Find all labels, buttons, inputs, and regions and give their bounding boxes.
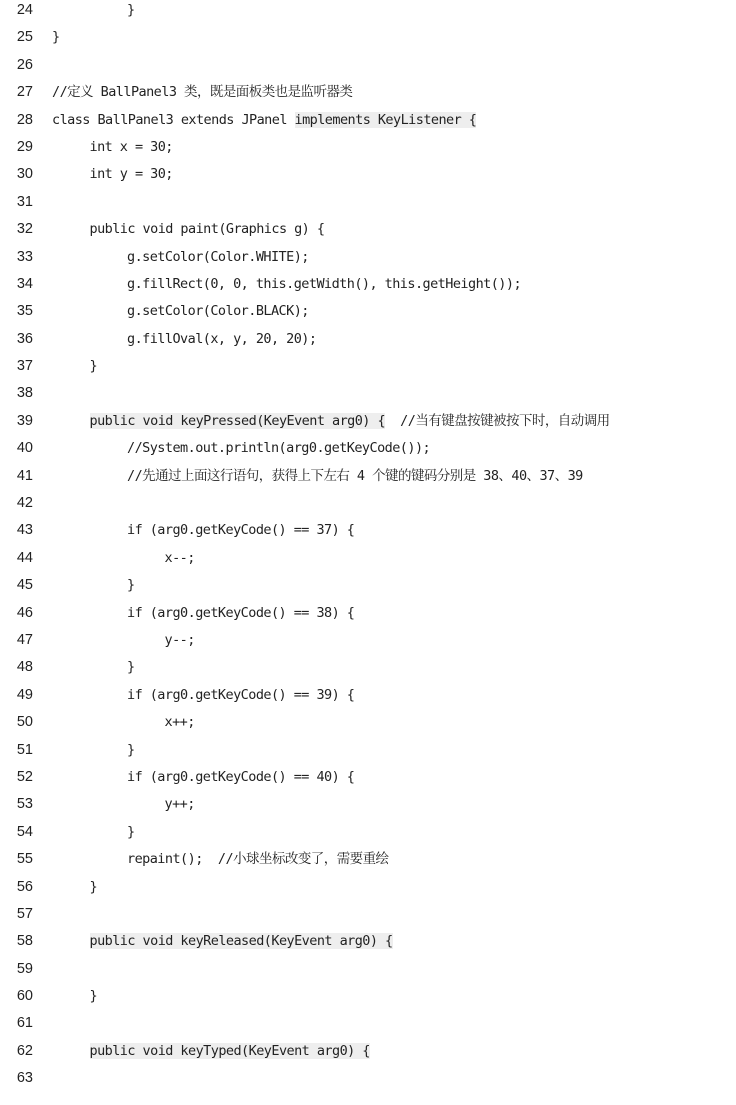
code-text [127, 682, 354, 709]
code-text [127, 517, 354, 544]
code-line [0, 107, 736, 134]
code-text [127, 654, 135, 681]
code-segment: x++; [164, 714, 195, 731]
line-number: 24 [16, 2, 33, 18]
code-segment: if (arg0.getKeyCode() == 38) { [127, 604, 355, 621]
code-text [90, 874, 98, 901]
line-number: 30 [16, 166, 33, 183]
line-number: 25 [16, 29, 33, 46]
code-text [165, 709, 195, 736]
code-text [127, 846, 389, 873]
code-text [90, 408, 610, 435]
code-segment: int y = 30; [89, 166, 173, 183]
code-text [127, 271, 521, 298]
code-line [0, 791, 736, 818]
code-text [165, 627, 195, 654]
code-line [0, 517, 736, 544]
line-number: 29 [16, 138, 33, 155]
code-text [127, 298, 309, 325]
code-line [0, 0, 736, 24]
code-line [0, 627, 736, 654]
code-line [0, 298, 736, 325]
line-number: 44 [16, 549, 33, 566]
code-segment: y--; [164, 631, 195, 648]
line-number: 38 [16, 385, 33, 402]
code-line [0, 326, 736, 353]
code-line [0, 1038, 736, 1065]
code-segment: //System.out.println(arg0.getKeyCode()); [127, 440, 431, 457]
line-number: 33 [16, 248, 33, 265]
code-segment: if (arg0.getKeyCode() == 40) { [127, 768, 355, 785]
code-text [90, 983, 98, 1010]
line-number: 31 [16, 193, 33, 210]
code-text [90, 353, 98, 380]
code-segment: public void paint(Graphics g) { [89, 221, 325, 238]
code-line [0, 928, 736, 955]
code-segment: g.setColor(Color.BLACK); [127, 303, 309, 320]
code-line [0, 600, 736, 627]
line-number: 27 [16, 84, 33, 101]
code-line [0, 545, 736, 572]
code-line [0, 408, 736, 435]
code-line [0, 1010, 736, 1037]
code-segment: //定义 BallPanel3 类，既是面板类也是监听器类 [52, 84, 353, 101]
code-text [127, 737, 135, 764]
code-line [0, 764, 736, 791]
line-number: 57 [16, 905, 33, 922]
code-line [0, 463, 736, 490]
code-segment: y++; [164, 796, 195, 813]
code-line [0, 709, 736, 736]
code-text [52, 24, 60, 51]
code-segment: //先通过上面这行语句，获得上下左右 4 个键的键码分别是 38、40、37、39 [127, 467, 583, 484]
code-line [0, 983, 736, 1010]
line-number: 55 [16, 851, 33, 868]
code-line [0, 682, 736, 709]
code-text [127, 764, 354, 791]
code-text [90, 1038, 370, 1065]
code-segment: g.setColor(Color.WHITE); [127, 248, 309, 265]
code-line [0, 572, 736, 599]
line-number: 46 [16, 604, 33, 621]
code-line [0, 654, 736, 681]
code-line [0, 189, 736, 216]
line-number: 28 [16, 111, 33, 128]
line-number: 51 [16, 741, 33, 758]
code-text [127, 326, 316, 353]
highlighted-code-segment: implements KeyListener { [294, 111, 477, 128]
code-segment: int x = 30; [89, 138, 173, 155]
line-number: 35 [16, 303, 33, 320]
code-text [127, 463, 583, 490]
line-number: 45 [16, 577, 33, 594]
code-text [127, 435, 430, 462]
code-text [90, 134, 173, 161]
code-line [0, 1065, 736, 1092]
line-number: 53 [16, 796, 33, 813]
line-number: 49 [16, 686, 33, 703]
code-line [0, 52, 736, 79]
highlighted-code-segment: public void keyTyped(KeyEvent arg0) { [89, 1042, 370, 1059]
code-text [127, 0, 135, 24]
code-segment: } [89, 988, 98, 1005]
line-number: 34 [16, 275, 33, 292]
code-line [0, 435, 736, 462]
highlighted-code-segment: public void keyReleased(KeyEvent arg0) { [89, 933, 393, 950]
code-line [0, 846, 736, 873]
line-number: 60 [16, 988, 33, 1005]
code-segment: } [127, 2, 135, 18]
code-segment: //当有键盘按键被按下时，自动调用 [385, 412, 610, 429]
code-line [0, 490, 736, 517]
line-number: 47 [16, 631, 33, 648]
code-line [0, 874, 736, 901]
code-line [0, 161, 736, 188]
code-line [0, 216, 736, 243]
code-text [90, 216, 325, 243]
line-number: 54 [16, 823, 33, 840]
code-text [127, 572, 135, 599]
code-text [127, 600, 354, 627]
code-text [165, 545, 195, 572]
highlighted-code-segment: public void keyPressed(KeyEvent arg0) { [89, 412, 386, 429]
line-number: 40 [16, 440, 33, 457]
code-line [0, 380, 736, 407]
line-number: 59 [16, 960, 33, 977]
code-line [0, 134, 736, 161]
code-segment: x--; [164, 549, 195, 566]
line-number: 36 [16, 330, 33, 347]
code-line [0, 79, 736, 106]
code-segment: repaint(); //小球坐标改变了，需要重绘 [127, 851, 389, 868]
code-line [0, 244, 736, 271]
line-number: 41 [16, 467, 33, 484]
code-text [90, 928, 393, 955]
code-segment: class BallPanel3 extends JPanel [52, 111, 295, 128]
code-line [0, 271, 736, 298]
code-segment: if (arg0.getKeyCode() == 39) { [127, 686, 355, 703]
code-text [127, 819, 135, 846]
line-number: 26 [16, 56, 33, 73]
line-number: 48 [16, 659, 33, 676]
code-text [165, 791, 195, 818]
code-line [0, 24, 736, 51]
code-line [0, 819, 736, 846]
code-line [0, 353, 736, 380]
line-number: 61 [16, 1015, 33, 1032]
line-number: 39 [16, 412, 33, 429]
code-text [52, 79, 352, 106]
code-segment: } [52, 29, 60, 46]
line-number: 37 [16, 358, 33, 375]
line-number: 63 [16, 1070, 33, 1087]
code-segment: } [127, 741, 135, 758]
line-number: 52 [16, 768, 33, 785]
code-text [127, 244, 309, 271]
line-number: 58 [16, 933, 33, 950]
code-segment: g.fillRect(0, 0, this.getWidth(), this.getHeight()); [127, 275, 522, 292]
code-line [0, 956, 736, 983]
code-segment: g.fillOval(x, y, 20, 20); [127, 330, 317, 347]
line-number: 43 [16, 522, 33, 539]
line-number: 50 [16, 714, 33, 731]
code-segment: } [127, 577, 135, 594]
code-text [90, 161, 173, 188]
code-segment: } [89, 358, 98, 375]
code-text [52, 107, 476, 134]
code-line [0, 737, 736, 764]
code-segment: } [127, 659, 135, 676]
line-number: 56 [16, 878, 33, 895]
code-segment: } [89, 878, 98, 895]
code-line [0, 901, 736, 928]
code-segment: } [127, 823, 135, 840]
line-number: 62 [16, 1042, 33, 1059]
line-number: 42 [16, 495, 33, 512]
code-segment: if (arg0.getKeyCode() == 37) { [127, 522, 355, 539]
line-number: 32 [16, 221, 33, 238]
